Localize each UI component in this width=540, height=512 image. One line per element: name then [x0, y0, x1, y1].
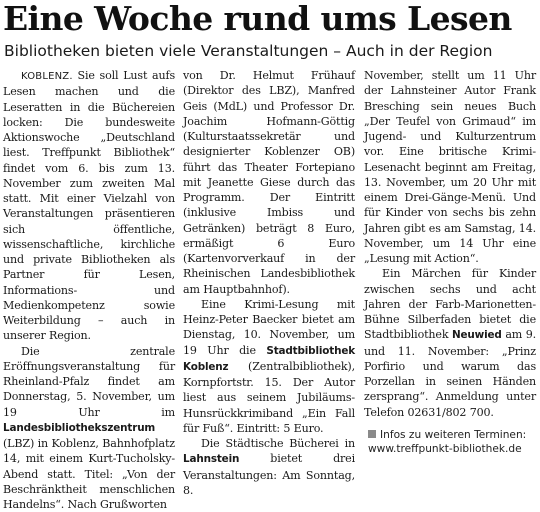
paragraph — [183, 297, 355, 436]
paragraph — [183, 68, 355, 297]
paragraph-text: am 9. und 11. November: „Prinz Porfirio und warum das Porzellan in seinen Händen zersprang“. Anmeldung unter Telefon 02631/802 700. — [364, 328, 536, 418]
paragraph-text: von Dr. Helmut Frühauf (Direktor des LBZ), Manfred Geis (MdL) und Professor Dr. Joachim Hofmann-Göttig (Kulturstaatssekretär und designierter Koblenzer OB) führt das Theater Fortepiano mit Jeanette Giese durch das Programm. Der Eintritt (inklusive Imbiss und Getränken) beträgt 8 Euro, ermäßigt 6 Euro (Kartenvorverkauf in der Rheinischen Landesbibliothek am Hauptbahnhof). — [183, 69, 355, 296]
dateline: KOBLENZ. — [21, 71, 73, 82]
paragraph-text: Ein Märchen für Kinder zwischen sechs und acht Jahren der Farb-Marionetten-Bühne Silberfaden bietet die Stadtbibliothek — [364, 267, 536, 341]
article-column-1 — [3, 68, 175, 512]
paragraph-text: (Zentralbibliothek), Kornpfortstr. 15. Der Autor liest aus seinem Jubiläums-Hunsrückkrimiband „Ein Fall für Fuß“. Eintritt: 5 Euro. — [183, 360, 355, 435]
paragraph-text: (LBZ) in Koblenz, Bahnhofplatz 14, mit einem Kurt-Tucholsky-Abend statt. Titel: „Von der Beschränktheit menschlichen Handelns“. Nach Grußworten — [3, 437, 175, 511]
paragraph-text: November, stellt um 11 Uhr der Lahnsteiner Autor Frank Bresching sein neues Buch „Der Teufel von Grimaud“ im Jugend- und Kulturzentrum vor. Eine britische Krimi-Lesenacht beginnt am Freitag, 13. November, um 20 Uhr mit einem Drei-Gänge-Menü. Und für Kinder von sechs bis zehn Jahren gibt es am Samstag, 14. November, um 14 Uhr eine „Lesung mit Action“. — [364, 69, 536, 265]
paragraph — [3, 68, 175, 344]
article-column-3 — [364, 68, 536, 420]
paragraph-text: Die zentrale Eröffnungsveranstaltung für Rheinland-Pfalz findet am Donnerstag, 5. November, um 19 Uhr im — [3, 345, 175, 419]
venue-name: Stadtbibliothek Koblenz — [183, 345, 355, 373]
paragraph — [3, 344, 175, 512]
venue-name: Landesbibliothekszentrum — [3, 422, 155, 434]
venue-name: Lahnstein — [183, 453, 239, 465]
paragraph-text: Sie soll Lust aufs Lesen machen und die Leseratten in die Büchereien locken: Die bundesweite Aktionswoche „Deutschland liest. Treffpunkt Bibliothek“ findet vom 6. bis zum 13. November zum zweiten Mal statt. Mit einer Vielzahl von Veranstaltungen präsentieren sich öffentliche, wissenschaftliche, kirchliche und private Bibliotheken als Partner für Lesen, Informations- und Medienkompetenz sowie Weiterbildung – auch in unserer Region. — [3, 69, 175, 342]
paragraph-text: Die Städtische Bücherei in — [201, 437, 355, 450]
paragraph-text: bietet drei Veranstaltungen: Am Sonntag, 8. — [183, 452, 355, 497]
subheadline: Bibliotheken bieten viele Veranstaltungen – Auch in der Region — [4, 40, 538, 62]
paragraph — [364, 266, 536, 420]
info-label: Infos zu weiteren Terminen: — [380, 429, 526, 441]
paragraph — [183, 436, 355, 498]
headline: Eine Woche rund ums Lesen — [3, 0, 537, 39]
info-label-line — [368, 428, 538, 442]
square-bullet-icon — [368, 430, 376, 438]
paragraph-text: Eine Krimi-Lesung mit Heinz-Peter Baecker bietet am Dienstag, 10. November, um 19 Uhr die — [183, 298, 355, 357]
venue-name: Neuwied — [452, 329, 502, 341]
paragraph — [364, 68, 536, 266]
info-url: www.treffpunkt-bibliothek.de — [368, 442, 538, 456]
article-column-2 — [183, 68, 355, 498]
info-box — [368, 428, 538, 456]
